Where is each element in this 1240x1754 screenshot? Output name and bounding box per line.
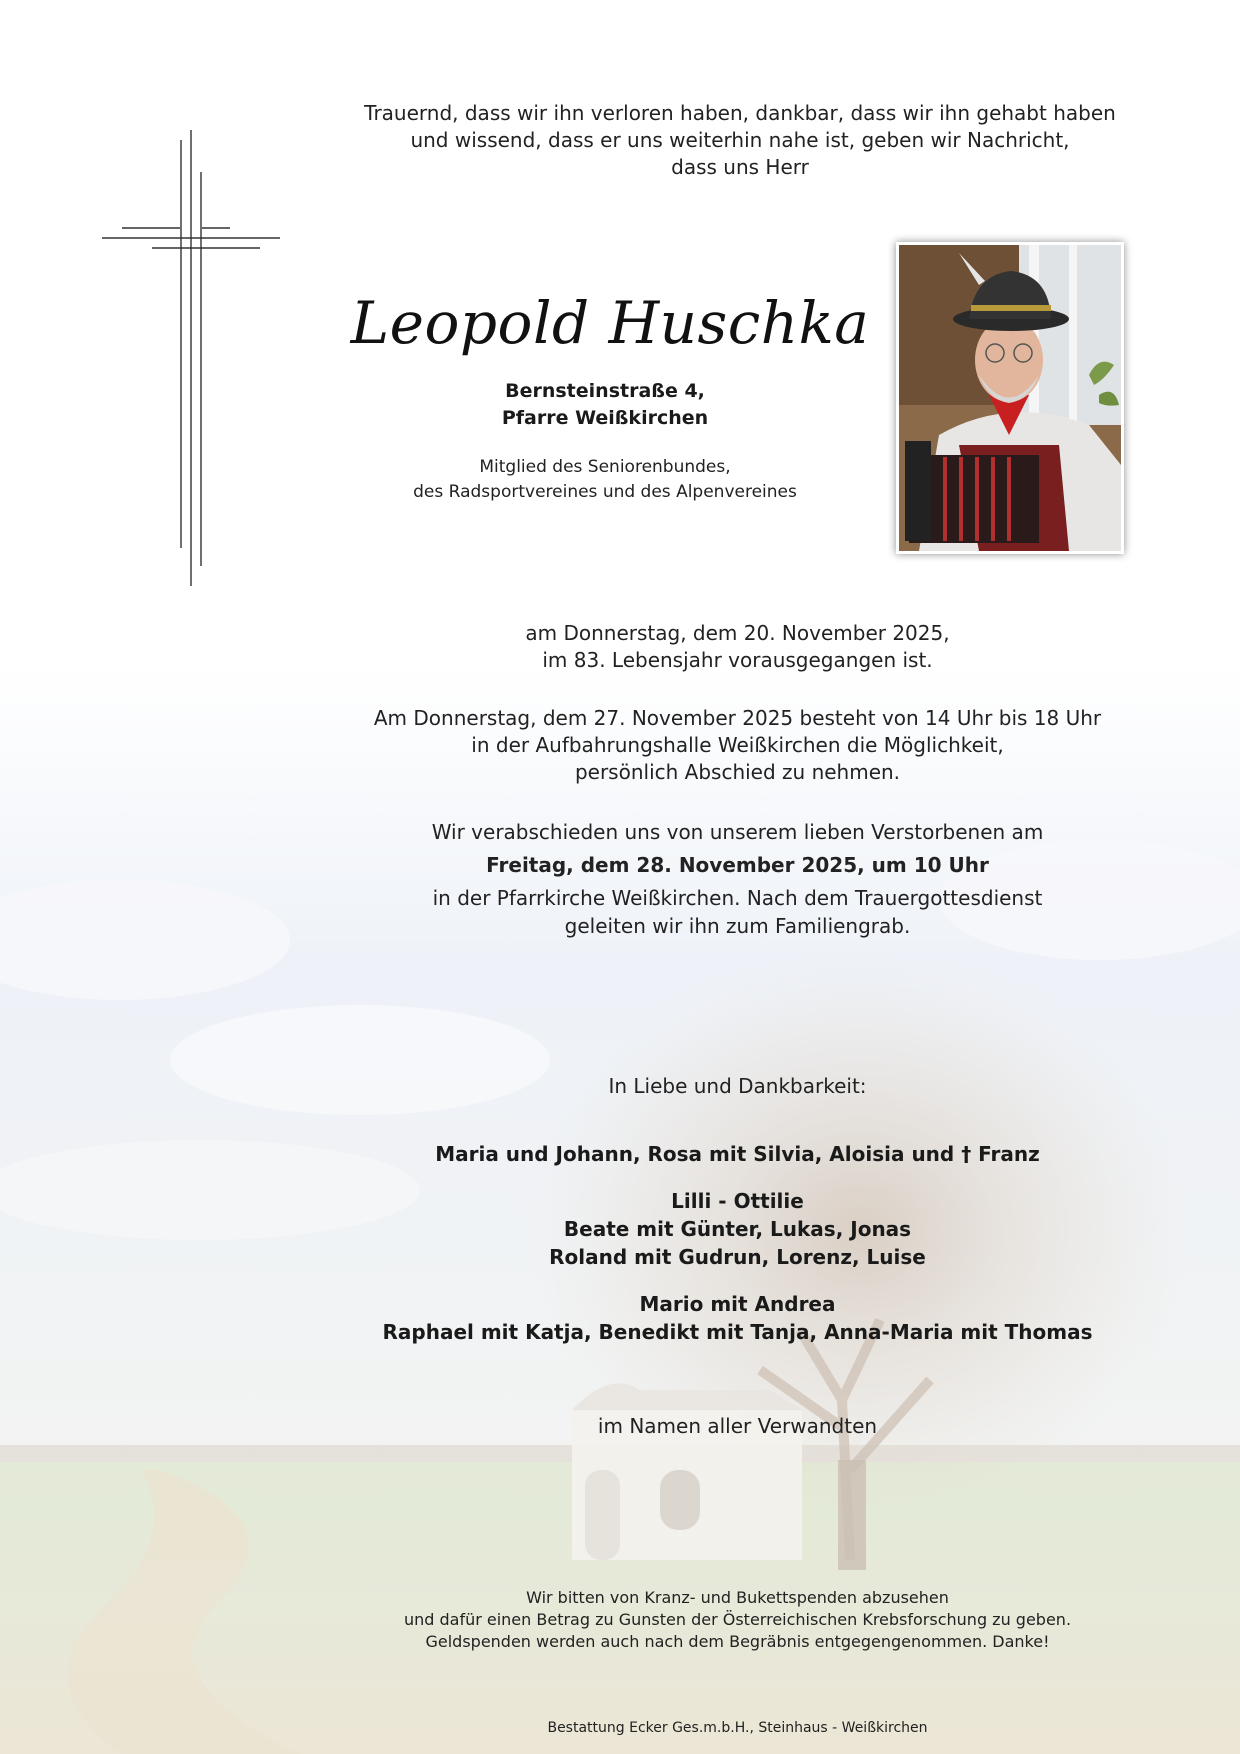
intro-line: dass uns Herr (671, 155, 809, 179)
cross-icon (100, 128, 282, 588)
family-line: Lilli - Ottilie (671, 1189, 804, 1213)
membership-line: Mitglied des Seniorenbundes, (479, 457, 731, 477)
family-group (330, 1140, 1145, 1168)
funeral-home: Bestattung Ecker Ges.m.b.H., Steinhaus - Weißkirchen (547, 1720, 928, 1736)
membership (350, 455, 860, 505)
membership-line: des Radsportvereines und des Alpenvereines (413, 482, 797, 502)
love-line: In Liebe und Dankbarkeit: (608, 1074, 867, 1098)
family-line: Maria und Johann, Rosa mit Silvia, Aloisia und † Franz (435, 1142, 1040, 1166)
donation-line: Geldspenden werden auch nach dem Begräbnis entgegengenommen. Danke! (425, 1632, 1050, 1651)
intro-line: Trauernd, dass wir ihn verloren haben, dankbar, dass wir ihn gehabt haben (364, 101, 1116, 125)
family-line: Mario mit Andrea (639, 1292, 836, 1316)
family-group (330, 1290, 1145, 1346)
viewing-line: in der Aufbahrungshalle Weißkirchen die Möglichkeit, (471, 733, 1004, 757)
relatives-line: im Namen aller Verwandten (597, 1414, 878, 1438)
intro-text (340, 100, 1140, 181)
donation-line: und dafür einen Betrag zu Gunsten der Österreichischen Krebsforschung zu geben. (403, 1610, 1072, 1629)
farewell-line: geleiten wir ihn zum Familiengrab. (564, 914, 911, 938)
family-line: Roland mit Gudrun, Lorenz, Luise (549, 1245, 926, 1269)
farewell-line: Wir verabschieden uns von unserem lieben Verstorbenen am (431, 820, 1044, 844)
family-line: Raphael mit Katja, Benedikt mit Tanja, Anna-Maria mit Thomas (382, 1320, 1093, 1344)
viewing-info (340, 705, 1135, 786)
farewell-info (380, 818, 1095, 940)
address-line: Bernsteinstraße 4, (505, 380, 705, 402)
address-line: Pfarre Weißkirchen (501, 407, 709, 429)
death-line: im 83. Lebensjahr vorausgegangen ist. (542, 648, 933, 672)
portrait-photo (896, 242, 1124, 554)
intro-line: und wissend, dass er uns weiterhin nahe ist, geben wir Nachricht, (410, 128, 1070, 152)
donation-line: Wir bitten von Kranz- und Bukettspenden abzusehen (526, 1588, 949, 1607)
death-info (400, 620, 1075, 674)
deceased-name: Leopold Huschka (350, 289, 870, 357)
viewing-line: persönlich Abschied zu nehmen. (574, 760, 901, 784)
donation-note (330, 1587, 1145, 1653)
address (380, 378, 830, 432)
farewell-line: in der Pfarrkirche Weißkirchen. Nach dem Trauergottesdienst (432, 886, 1043, 910)
funeral-date: Freitag, dem 28. November 2025, um 10 Uhr (486, 853, 989, 877)
family-group (330, 1187, 1145, 1271)
viewing-line: Am Donnerstag, dem 27. November 2025 besteht von 14 Uhr bis 18 Uhr (373, 706, 1102, 730)
family-line: Beate mit Günter, Lukas, Jonas (563, 1217, 912, 1241)
family-list (330, 1140, 1145, 1363)
death-line: am Donnerstag, dem 20. November 2025, (525, 621, 950, 645)
